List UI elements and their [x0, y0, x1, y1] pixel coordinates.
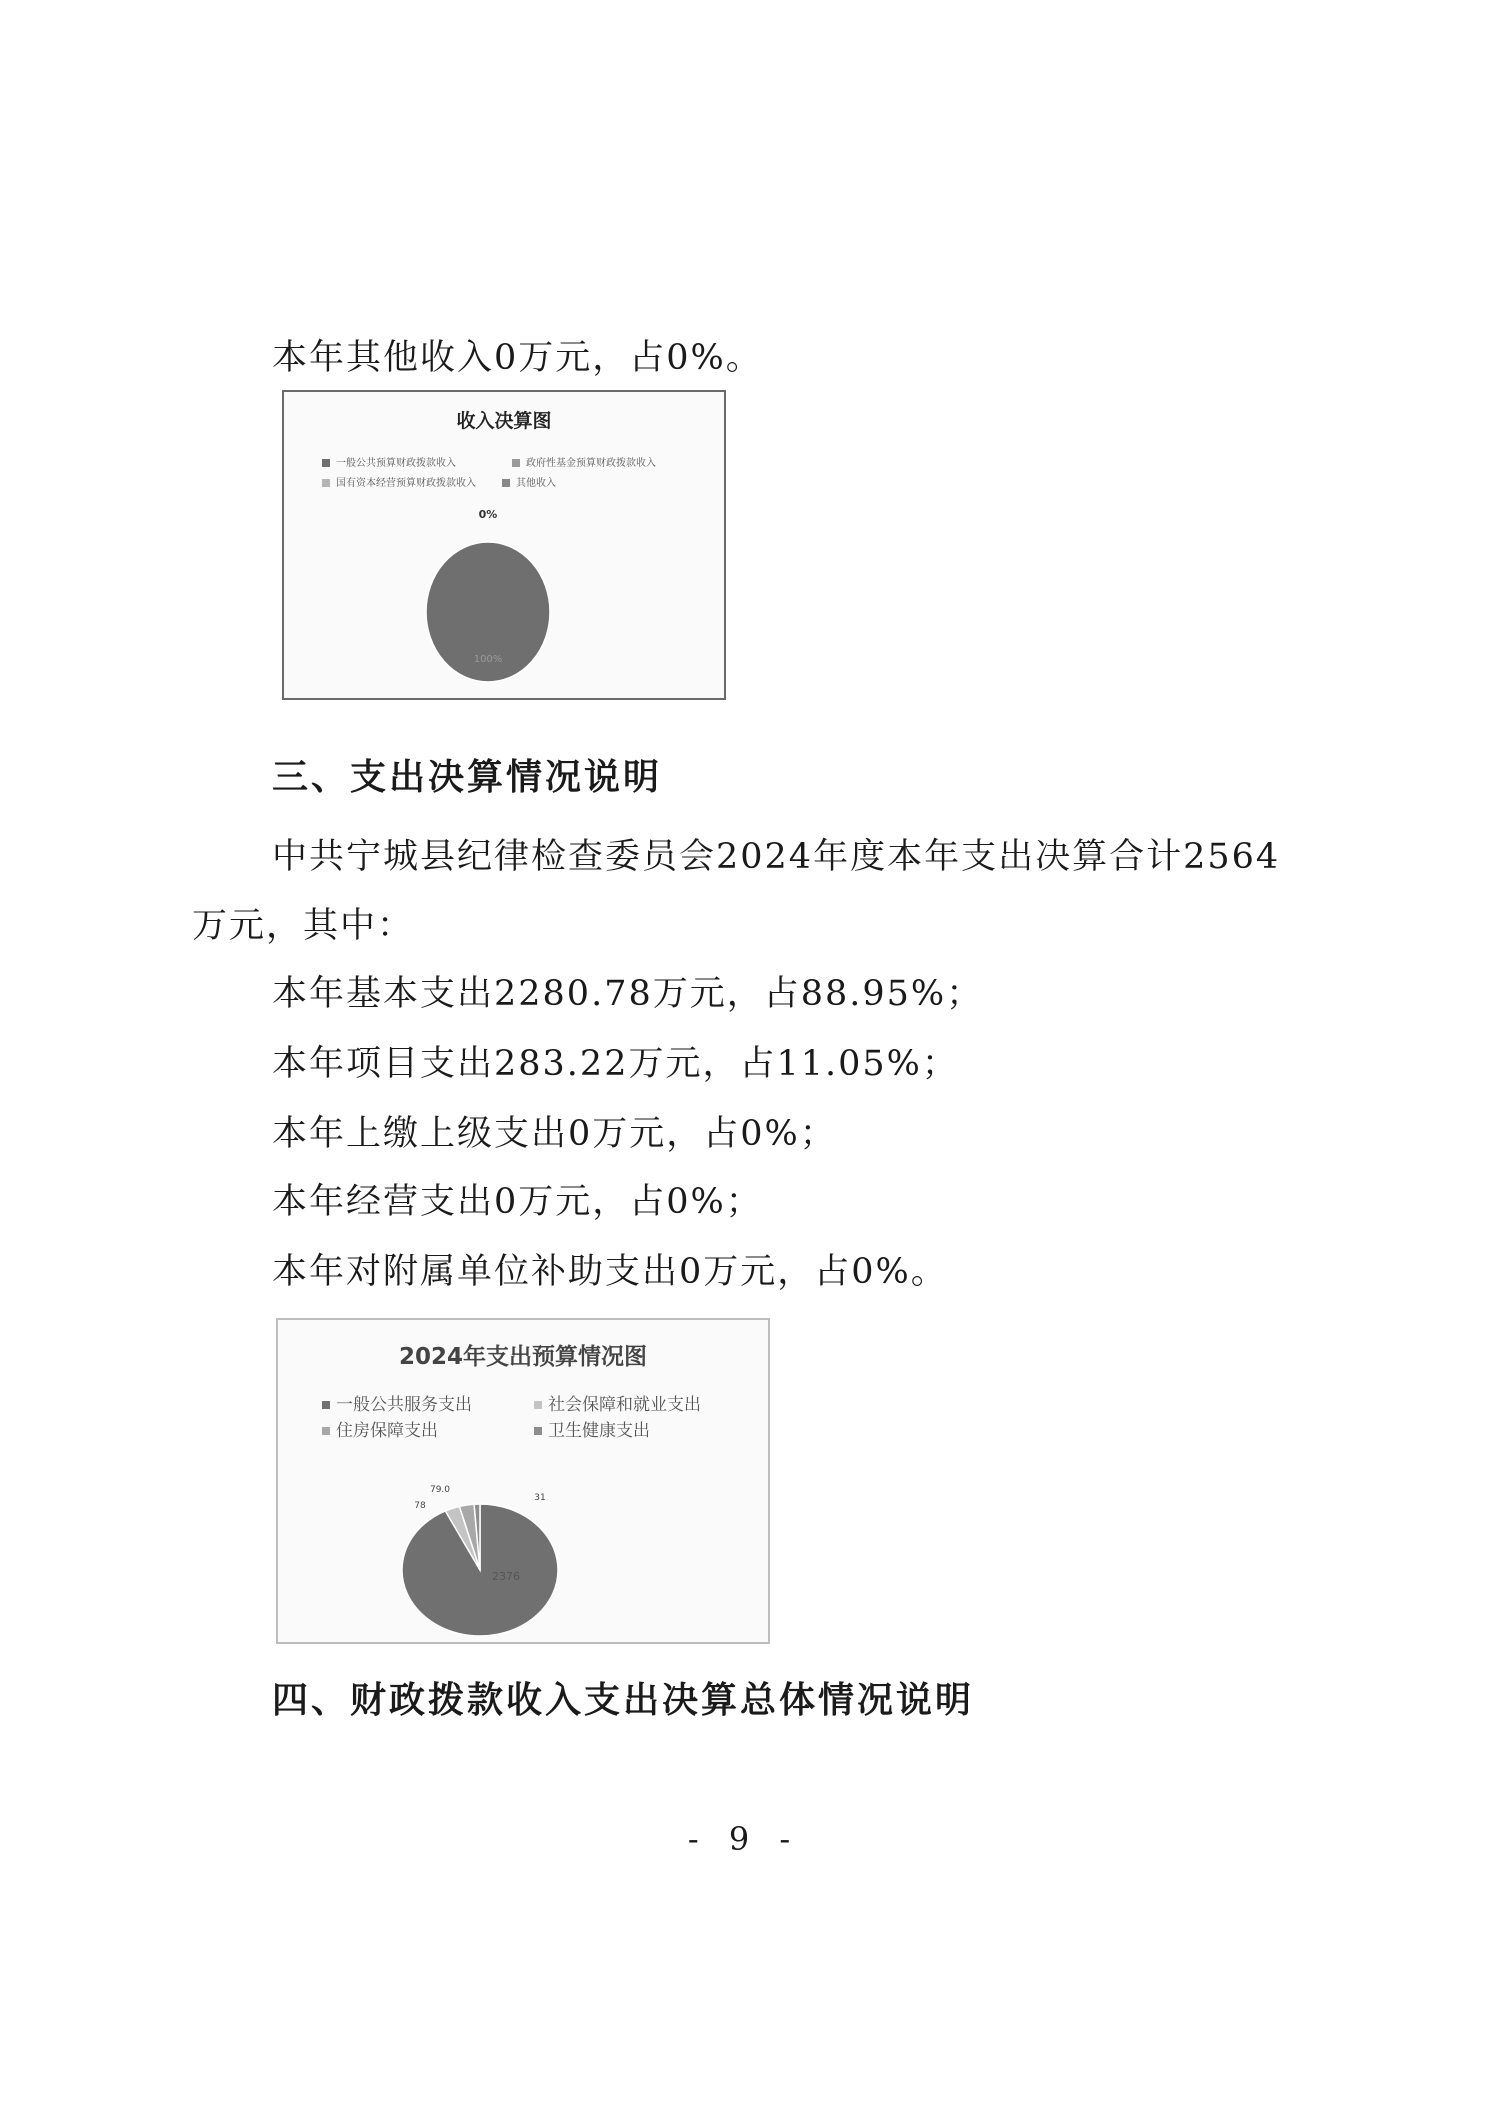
paragraph-project-expense: 本年项目支出283.22万元，占11.05%；: [272, 1044, 959, 1084]
pie-data-label: 79.0: [429, 1485, 451, 1495]
legend-label: 卫生健康支出: [548, 1421, 650, 1441]
expense-chart: [276, 1318, 770, 1644]
pie-data-label: 100%: [473, 654, 503, 665]
expense-chart-title: 2024年支出预算情况图: [398, 1344, 647, 1370]
legend-label: 一般公共服务支出: [336, 1395, 472, 1415]
paragraph-upper-expense: 本年上缴上级支出0万元，占0%；: [272, 1114, 837, 1154]
expense-pie-chart: [278, 1320, 768, 1642]
legend-label: 社会保障和就业支出: [548, 1395, 701, 1415]
paragraph-other-income: 本年其他收入0万元，占0%。: [272, 338, 763, 378]
paragraph-basic-expense: 本年基本支出2280.78万元，占88.95%；: [272, 974, 984, 1014]
income-chart: [282, 390, 726, 700]
legend-label: 国有资本经营预算财政拨款收入: [336, 478, 476, 489]
section3-heading: 三、支出决算情况说明: [272, 757, 663, 798]
legend-label: 住房保障支出: [336, 1421, 438, 1441]
legend-label: 其他收入: [516, 478, 556, 489]
pie-data-label: 31: [534, 1493, 546, 1503]
pie-data-label: 2376: [492, 1570, 520, 1583]
paragraph-subsidy-expense: 本年对附属单位补助支出0万元，占0%。: [272, 1252, 948, 1292]
section4-heading: 四、财政拨款收入支出决算总体情况说明: [272, 1680, 975, 1721]
paragraph-operating-expense: 本年经营支出0万元，占0%；: [272, 1182, 763, 1222]
page-number: - 9 -: [687, 1820, 801, 1858]
legend-label: 政府性基金预算财政拨款收入: [526, 458, 656, 469]
legend-label: 一般公共预算财政拨款收入: [336, 458, 456, 469]
paragraph-expense-intro: 中共宁城县纪律检查委员会2024年度本年支出决算合计2564: [272, 837, 1281, 877]
pie-data-label: 0%: [478, 508, 498, 521]
pie-data-label: 78: [414, 1501, 426, 1511]
income-pie-chart: [284, 392, 724, 698]
income-chart-title: 收入决算图: [456, 410, 552, 432]
paragraph-expense-intro-cont: 万元，其中：: [192, 906, 415, 946]
